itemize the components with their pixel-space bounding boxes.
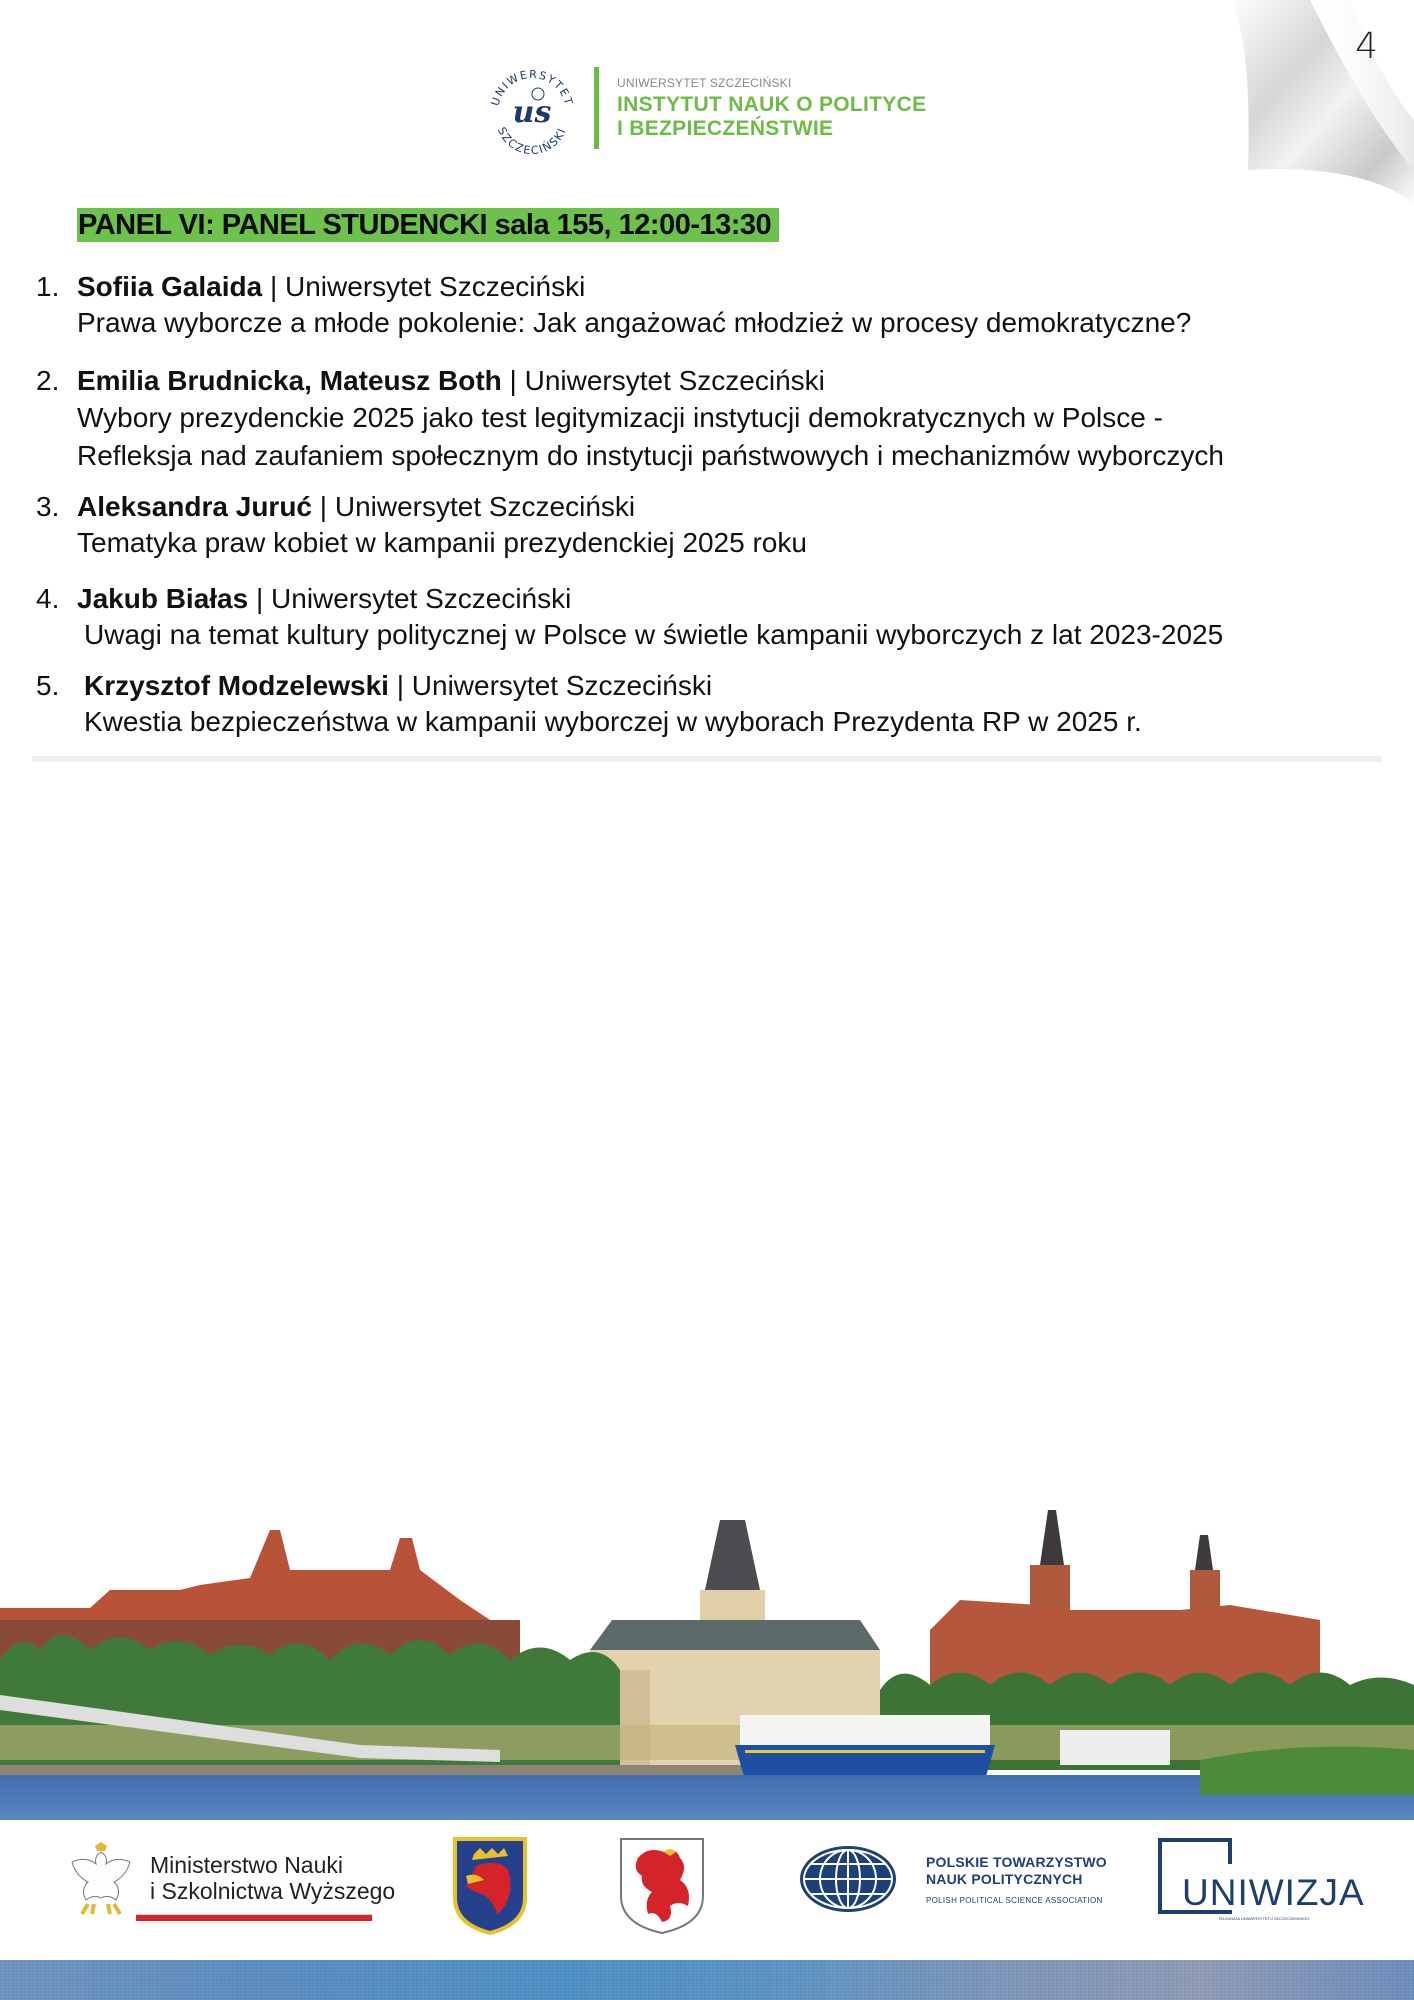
item-number: 5. (36, 670, 60, 701)
speaker-name: Jakub Białas (77, 583, 249, 614)
affiliation: Uniwersytet Szczeciński (524, 365, 825, 396)
west-pomerania-coat-of-arms-icon (618, 1836, 706, 1936)
institute-name-line2: I BEZPIECZEŃSTWIE (617, 116, 834, 140)
university-seal-icon (486, 62, 578, 154)
ministry-name-line2: i Szkolnictwa Wyższego (150, 1878, 396, 1904)
section-divider (32, 756, 1382, 762)
seal-top-text: UNIWERSYTET (488, 67, 576, 108)
talk-title: Prawa wyborcze a młode pokolenie: Jak angażować młodzież w procesy demokratyczne? (77, 307, 1192, 338)
ministry-flag-stripe (136, 1914, 372, 1921)
institute-name-line1: INSTYTUT NAUK O POLITYCE (617, 92, 927, 116)
separator: | (312, 491, 335, 522)
seal-bottom-text: SZCZECIŃSKI (494, 125, 570, 154)
sponsor-logos (0, 1820, 1414, 1960)
globe-icon (798, 1844, 898, 1914)
uniwizja-logo (1158, 1838, 1365, 1924)
uniwizja-subtitle: TELEWIZJA UNIWERSYTETU SZCZECIŃSKIEGO (1218, 1916, 1310, 1921)
speaker-name: Sofiia Galaida (77, 271, 263, 302)
separator: | (248, 583, 272, 614)
speaker-name: Emilia Brudnicka, Mateusz Both (77, 365, 502, 396)
ministry-name-line1: Ministerstwo Nauki (150, 1852, 343, 1878)
speaker-name: Aleksandra Juruć (77, 491, 312, 522)
panel-title: PANEL VI: PANEL STUDENCKI sala 155, 12:00-13:30 (77, 208, 779, 242)
talk-title-line2: Refleksja nad zaufaniem społecznym do instytucji państwowych i mechanizmów wyborczych (77, 440, 1224, 471)
talk-title: Tematyka praw kobiet w kampanii prezydenckiej 2025 roku (77, 527, 807, 558)
item-number: 2. (36, 365, 60, 396)
affiliation: Uniwersytet Szczeciński (285, 271, 586, 302)
item-number: 4. (36, 583, 60, 614)
page-curl-decoration (1220, 0, 1414, 205)
szczecin-panorama-image (0, 1510, 1414, 1820)
item-number: 1. (36, 271, 60, 302)
university-name: UNIWERSYTET SZCZECIŃSKI (617, 75, 792, 90)
polish-eagle-icon (66, 1842, 136, 1918)
uniwizja-wordmark: UNIWIZJA (1182, 1872, 1365, 1913)
talk-title-line1: Wybory prezydenckie 2025 jako test legitymizacji instytucji demokratycznych w Polsce - (77, 402, 1163, 433)
talk-title: Kwestia bezpieczeństwa w kampanii wyborczej w wyborach Prezydenta RP w 2025 r. (84, 706, 1142, 737)
szczecin-coat-of-arms-icon (452, 1836, 528, 1936)
separator: | (388, 670, 412, 701)
affiliation: Uniwersytet Szczeciński (411, 670, 713, 701)
item-number: 3. (36, 491, 60, 522)
institute-logo (486, 62, 926, 154)
separator: | (262, 271, 286, 302)
affiliation: Uniwersytet Szczeciński (271, 583, 572, 614)
logo-divider (594, 67, 599, 149)
seal-monogram: us (512, 95, 552, 130)
talk-title: Uwagi na temat kultury politycznej w Polsce w świetle kampanii wyborczych z lat 2023-2025 (84, 619, 1224, 650)
ptnp-logo (798, 1844, 1107, 1914)
ministry-logo (66, 1842, 395, 1921)
page-number: 4 (1355, 26, 1378, 67)
affiliation: Uniwersytet Szczeciński (334, 491, 636, 522)
water-texture-strip (0, 1960, 1414, 2000)
speaker-name: Krzysztof Modzelewski (84, 670, 389, 701)
separator: | (501, 365, 525, 396)
ptnp-name-line1: POLSKIE TOWARZYSTWO (926, 1853, 1107, 1870)
ptnp-name-line2: NAUK POLITYCZNYCH (926, 1870, 1083, 1887)
ptnp-english-name: POLISH POLITICAL SCIENCE ASSOCIATION (926, 1895, 1103, 1905)
